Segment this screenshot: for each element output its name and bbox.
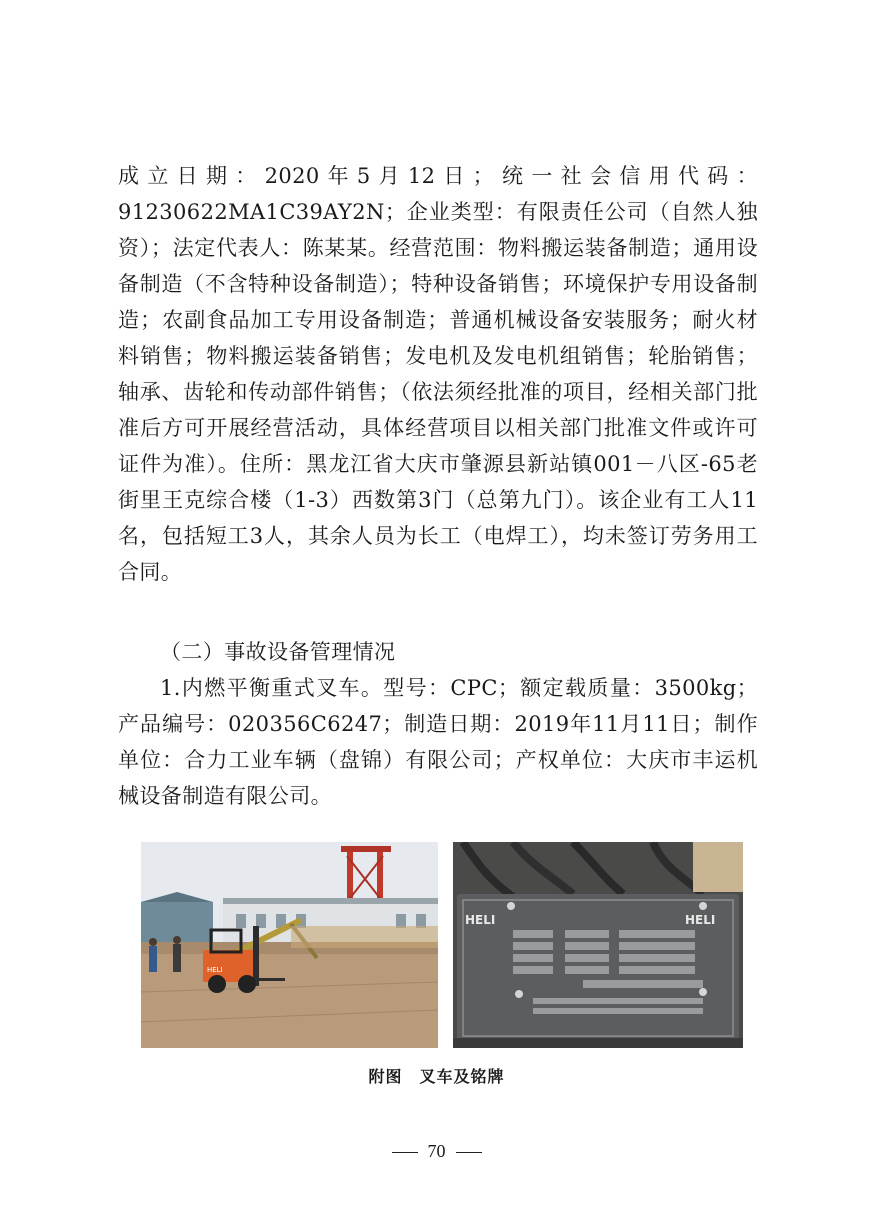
dash-right — [456, 1152, 482, 1153]
page-number-footer — [0, 1141, 873, 1162]
dash-left — [392, 1152, 418, 1153]
figure-caption: 附图 叉车及铭牌 — [368, 1067, 505, 1086]
forklift-brand-text: HELI — [207, 966, 223, 974]
page-number: 70 — [427, 1141, 446, 1161]
equipment-info-paragraph: 1.内燃平衡重式叉车。型号：CPC；额定载质量：3500kg；产品编号：020356C6247；制造日期：2019年11月11日；制作单位：合力工业车辆（盘锦）有限公司；产权单位：大庆市丰运机械设备制造有限公司。 — [118, 676, 758, 808]
forklift-photo — [141, 842, 438, 1048]
nameplate-logo-left: HELI — [465, 913, 496, 927]
nameplate-photo — [453, 842, 743, 1048]
nameplate-logo-right: HELI — [685, 913, 716, 927]
company-info-paragraph: 成立日期：2020年5月12日；统一社会信用代码：91230622MA1C39AY2N；企业类型：有限责任公司（自然人独资）；法定代表人：陈某某。经营范围：物料搬运装备制造；通用设备制造（不含特种设备制造）；特种设备销售；环境保护专用设备制造；农副食品加工专用设备制造；普通机械设备安装服务；耐火材料销售；物料搬运装备销售；发电机及发电机组销售；轮胎销售；轴承、齿轮和传动部件销售；（依法须经批准的项目，经相关部门批准后方可开展经营活动，具体经营项目以相关部门批准文件或许可证件为准）。住所：黑龙江省大庆市肇源县新站镇001－八区-65老街里王克综合楼（1-3）西数第3门（总第九门）。该企业有工人11名，包括短工3人，其余人员为长工（电焊工），均未签订劳务用工合同。 — [118, 164, 758, 584]
section-heading: （二）事故设备管理情况 — [160, 640, 396, 664]
